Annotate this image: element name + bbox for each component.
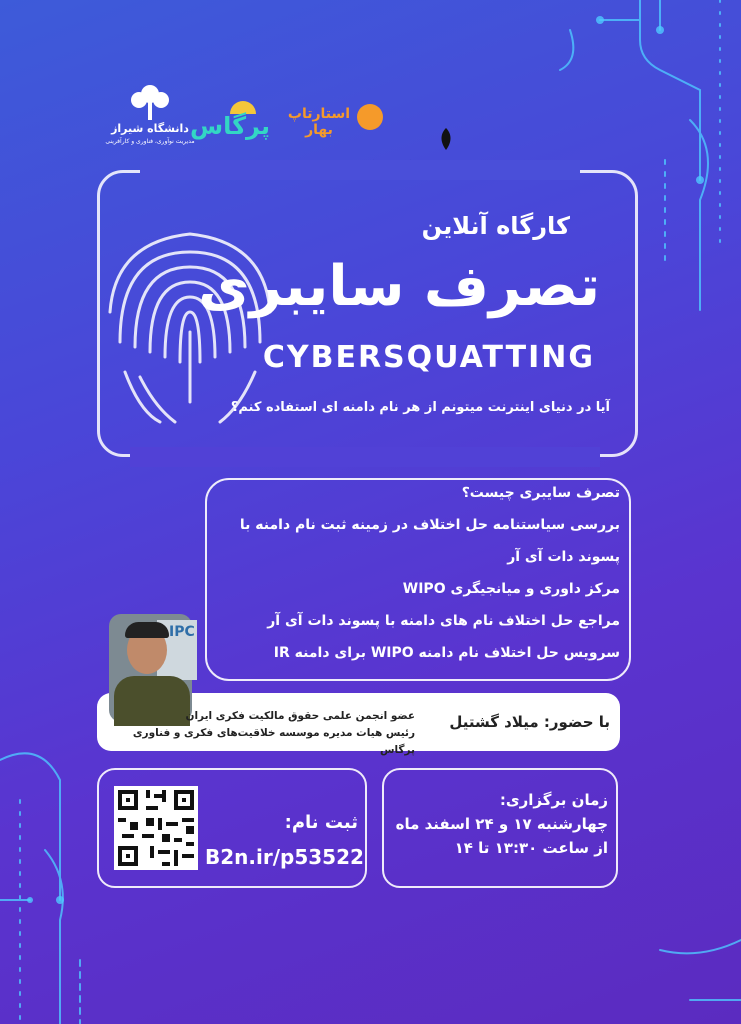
schedule-date: چهارشنبه ۱۷ و ۲۴ اسفند ماه bbox=[395, 815, 608, 833]
startup-circle-icon bbox=[357, 104, 383, 130]
shiraz-university-name: دانشگاه شیراز bbox=[111, 122, 189, 135]
registration-label: ثبت نام: bbox=[284, 812, 358, 833]
pergas-logo bbox=[189, 100, 270, 150]
photo-backdrop-text: IPC bbox=[169, 624, 195, 640]
page-title: تصرف سایبری bbox=[198, 254, 600, 319]
english-title: CYBERSQUATTING bbox=[262, 340, 595, 375]
topics-list bbox=[215, 485, 620, 677]
list-item: مراجع حل اختلاف نام های دامنه با پسوند دات آی آر bbox=[267, 613, 620, 629]
presenter-role-1: عضو انجمن علمی حقوق مالکیت فکری ایران bbox=[185, 710, 415, 722]
presenter-photo bbox=[109, 614, 195, 722]
hero-question: آیا در دنیای اینترنت میتونم از هر نام دامنه ای استفاده کنم؟ bbox=[230, 400, 610, 415]
shiraz-university-logo bbox=[105, 82, 195, 152]
presenter-roles bbox=[125, 708, 415, 759]
schedule-label: زمان برگزاری: bbox=[499, 791, 608, 809]
tree-icon bbox=[125, 82, 175, 122]
pergas-name: پرگاس bbox=[189, 112, 270, 140]
list-item: سرویس حل اختلاف نام دامنه WIPO برای دامنه IR bbox=[273, 645, 620, 661]
list-item: بررسی سیاستنامه حل اختلاف در زمینه ثبت نام دامنه با bbox=[239, 517, 620, 533]
startup-bahar-logo bbox=[285, 100, 385, 140]
presenter-name: با حضور: میلاد گشتیل bbox=[449, 713, 610, 731]
leaf-icon bbox=[438, 128, 454, 150]
schedule-info bbox=[390, 788, 608, 860]
list-item: مرکز داوری و میانجیگری WIPO bbox=[402, 581, 620, 597]
schedule-time: از ساعت ۱۳:۳۰ تا ۱۴ bbox=[454, 839, 608, 857]
list-item: پسوند دات آی آر bbox=[507, 549, 620, 565]
qr-code-icon[interactable] bbox=[114, 786, 198, 870]
registration-link[interactable]: B2n.ir/p53522 bbox=[205, 845, 364, 869]
shiraz-university-subtitle: مدیریت نوآوری، فناوری و کارآفرینی bbox=[105, 138, 195, 145]
list-item: تصرف سایبری چیست؟ bbox=[461, 485, 620, 501]
presenter-role-2: رئیس هیات مدیره موسسه خلاقیت‌های فکری و فناوری پرگاس bbox=[132, 727, 415, 756]
workshop-label: کارگاه آنلاین bbox=[421, 212, 570, 240]
startup-bahar-name: استارتاپ بهار bbox=[287, 106, 351, 138]
